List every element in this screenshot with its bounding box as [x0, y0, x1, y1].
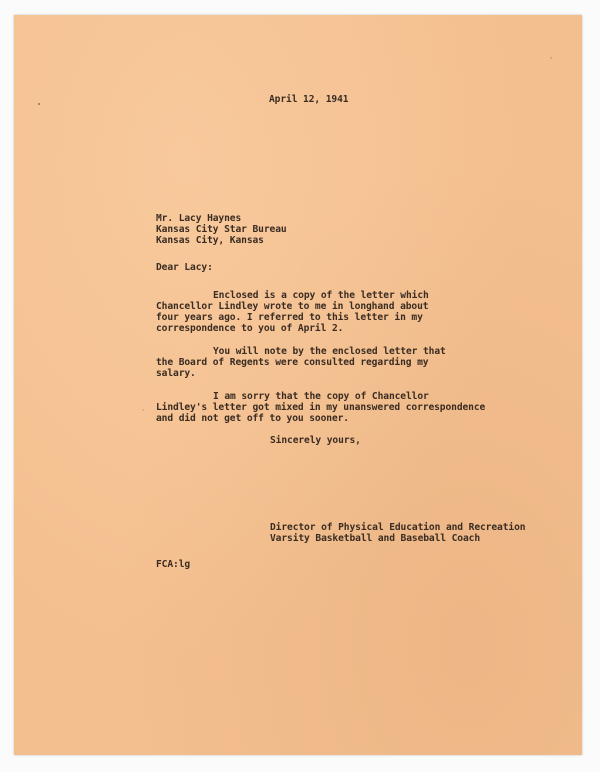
letter-date: April 12, 1941 — [269, 94, 349, 105]
paragraph-1-line-2: Chancellor Lindley wrote to me in longhand about — [156, 301, 429, 312]
paragraph-1-line-4: correspondence to you of April 2. — [156, 323, 344, 334]
recipient-city: Kansas City, Kansas — [156, 235, 264, 246]
signature-title-line-2: Varsity Basketball and Baseball Coach — [270, 533, 481, 544]
paper-speck — [142, 409, 144, 411]
reference-initials: FCA:lg — [156, 559, 191, 570]
paragraph-1-line-1: Enclosed is a copy of the letter which — [213, 290, 429, 301]
salutation: Dear Lacy: — [156, 262, 213, 273]
letter-page — [14, 15, 582, 755]
paragraph-2-line-2: the Board of Regents were consulted regarding my — [156, 357, 429, 368]
paragraph-2-line-1: You will note by the enclosed letter that — [213, 346, 446, 357]
recipient-organization: Kansas City Star Bureau — [156, 224, 287, 235]
paragraph-2-line-3: salary. — [156, 368, 196, 379]
closing: Sincerely yours, — [270, 435, 361, 446]
signature-title-line-1: Director of Physical Education and Recreation — [270, 522, 526, 533]
paragraph-3-line-1: I am sorry that the copy of Chancellor — [213, 391, 429, 402]
recipient-name: Mr. Lacy Haynes — [156, 213, 242, 224]
paragraph-1-line-3: four years ago. I referred to this letter in my — [156, 312, 423, 323]
paragraph-3-line-3: and did not get off to you sooner. — [156, 413, 349, 424]
paper-speck — [38, 103, 40, 105]
paragraph-3-line-2: Lindley's letter got mixed in my unanswered correspondence — [156, 402, 486, 413]
paper-speck — [550, 57, 552, 59]
